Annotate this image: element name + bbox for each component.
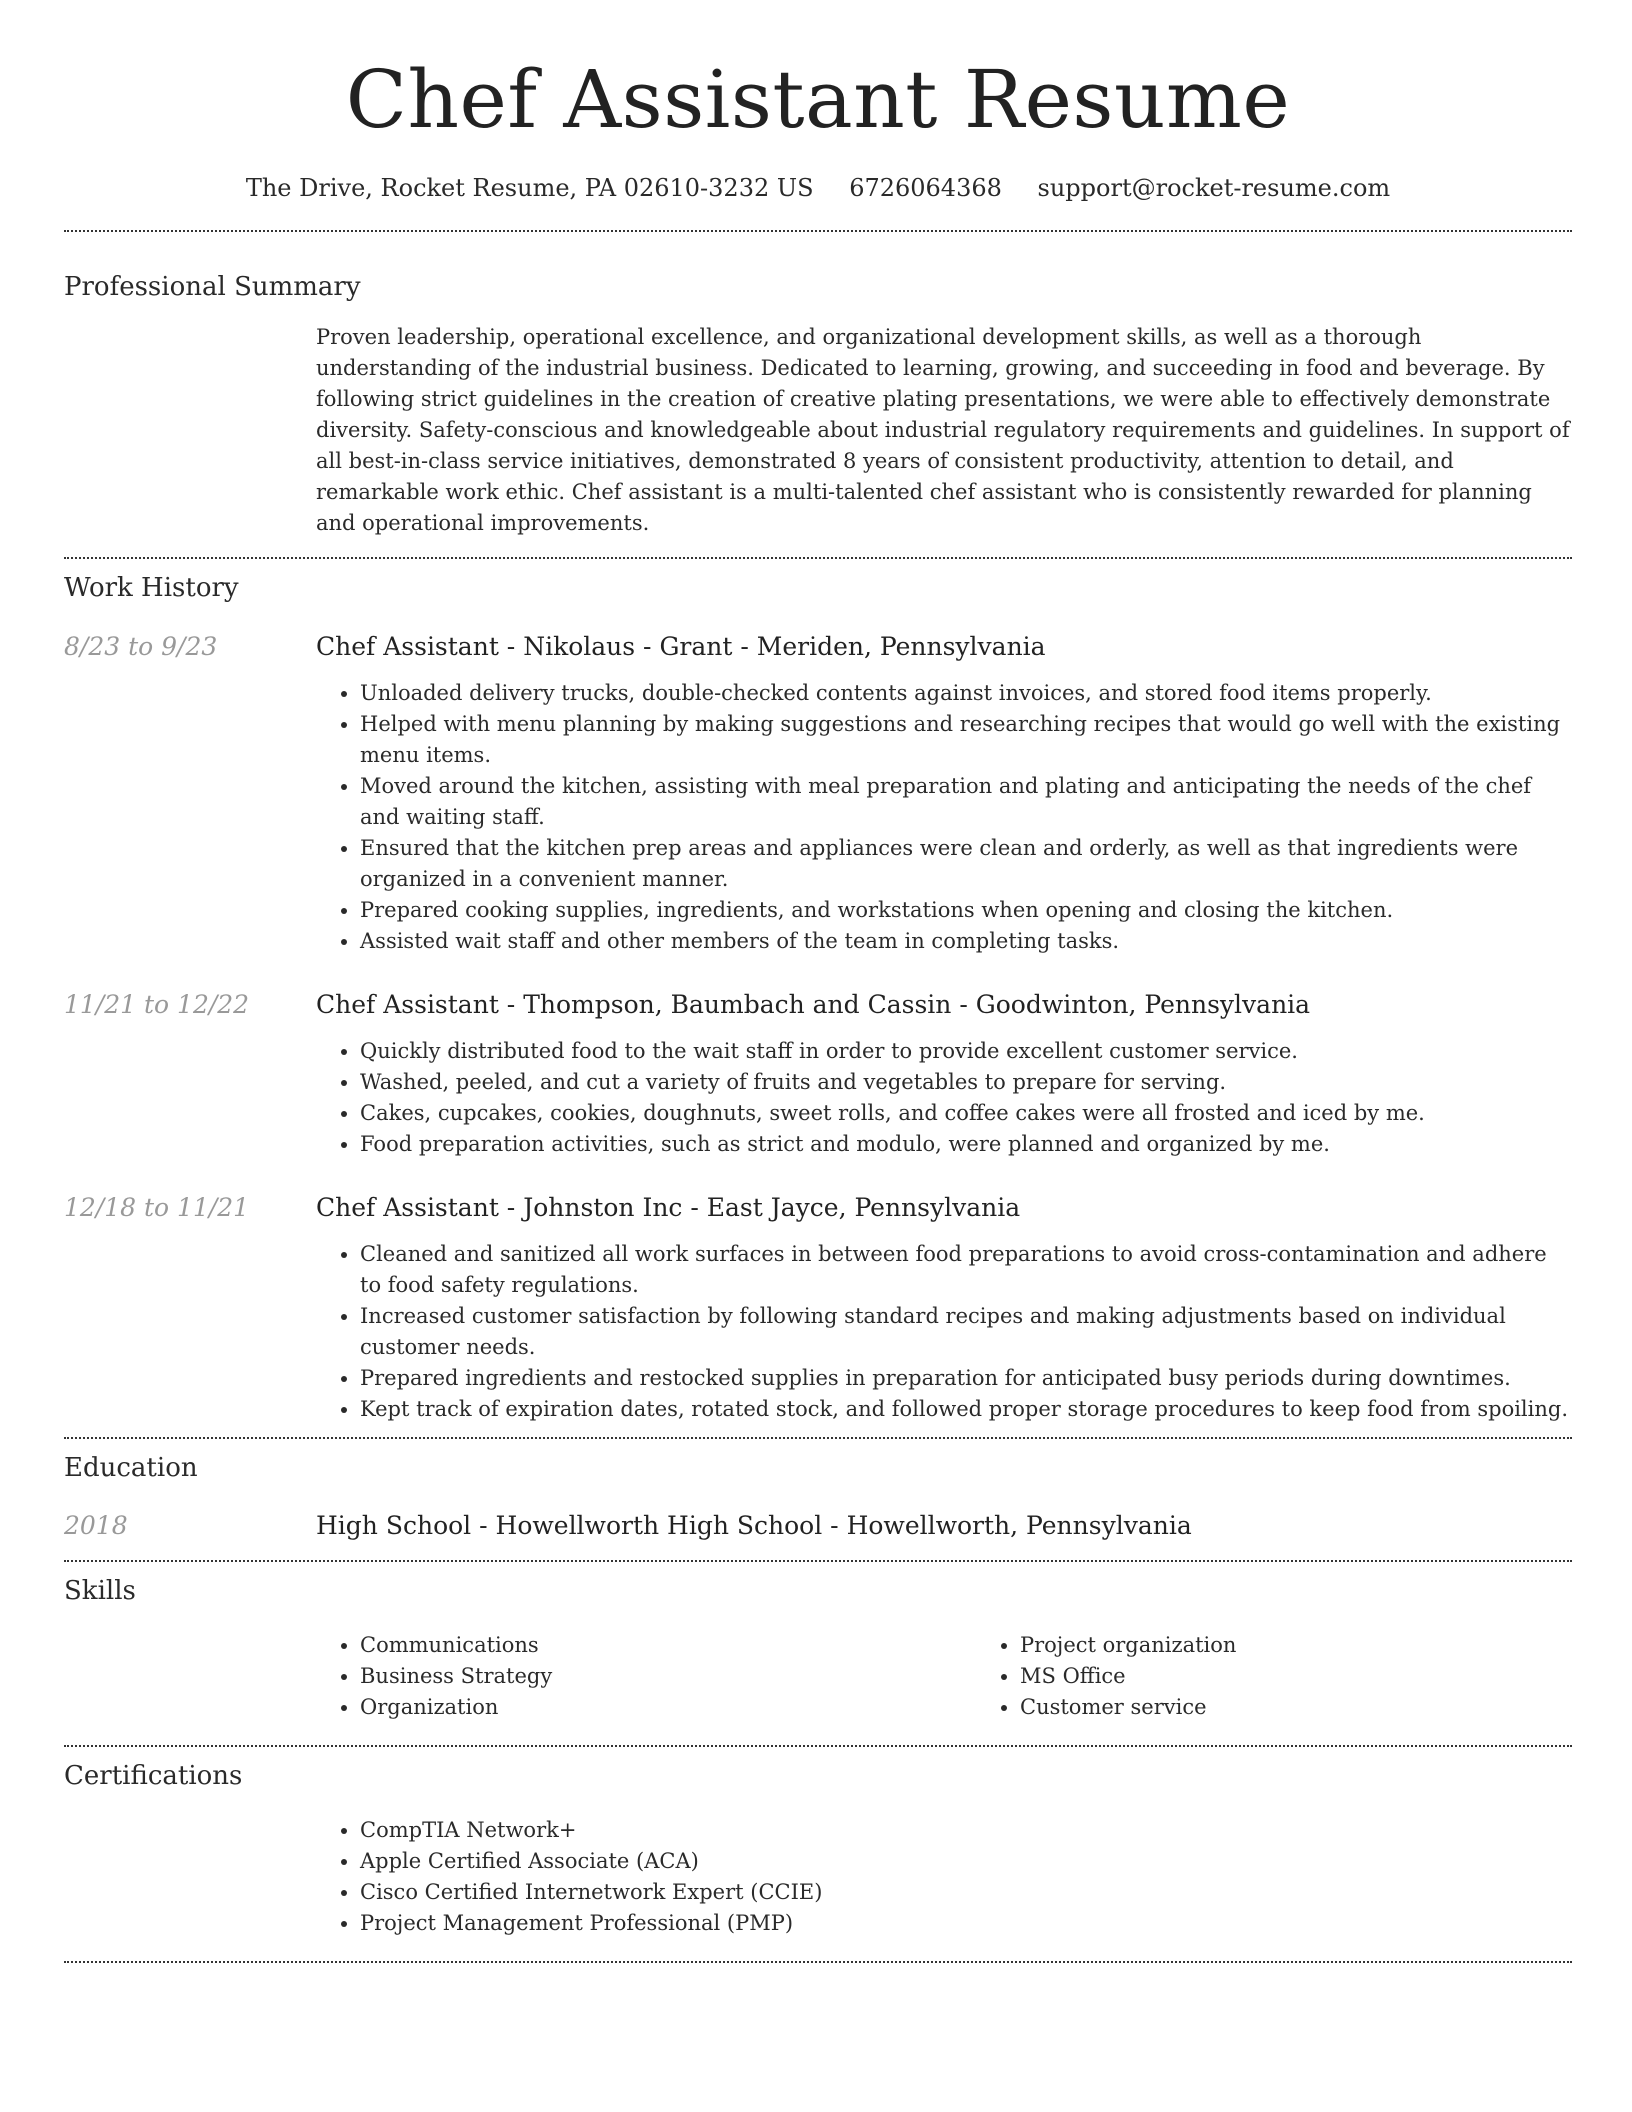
work-history-section xyxy=(64,571,1572,1425)
divider xyxy=(64,557,1572,559)
job-dates: 12/18 to 11/21 xyxy=(64,1193,250,1222)
list-item: • CompTIA Network+ xyxy=(360,1815,1572,1846)
job-dates: 8/23 to 9/23 xyxy=(64,632,218,661)
list-item: • Prepared ingredients and restocked supplies in preparation for anticipated busy periods during downtimes. xyxy=(360,1363,1572,1394)
list-item: • Project organization xyxy=(1020,1630,1632,1661)
list-item: • Moved around the kitchen, assisting with meal preparation and plating and anticipating the needs of the chef and waiting staff. xyxy=(360,771,1572,833)
skills-section xyxy=(64,1574,1572,1723)
resume-title: Chef Assistant Resume xyxy=(345,53,1291,146)
contact-address: The Drive, Rocket Resume, PA 02610-3232 US xyxy=(245,174,814,202)
job-title: Chef Assistant - Thompson, Baumbach and Cassin - Goodwinton, Pennsylvania xyxy=(316,990,1311,1019)
list-item: • Kept track of expiration dates, rotated stock, and followed proper storage procedures to keep food from spoiling. xyxy=(360,1394,1572,1425)
skills-list xyxy=(316,1630,976,1723)
list-item: • Organization xyxy=(360,1692,976,1723)
list-item: • Unloaded delivery trucks, double-checked contents against invoices, and stored food items properly. xyxy=(360,678,1572,709)
job-duties xyxy=(316,1239,1572,1425)
job-entry xyxy=(64,1191,1572,1425)
summary-text: Proven leadership, operational excellence, and organizational development skills, as well as a thorough understanding of the industrial business. Dedicated to learning, growing, and succeeding in food and beverage. By following strict guidelines in the creation of creative plating presentations, we were able to effectively demonstrate diversity. Safety-conscious and knowledgeable about industrial regulatory requirements and guidelines. In support of all best-in-class service initiatives, demonstrated 8 years of consistent productivity, attention to detail, and remarkable work ethic. Chef assistant is a multi-talented chef assistant who is consistently rewarded for planning and operational improvements. xyxy=(316,325,1570,535)
education-title: High School - Howellworth High School - Howellworth, Pennsylvania xyxy=(316,1511,1192,1540)
list-item: • Cisco Certified Internetwork Expert (CCIE) xyxy=(360,1877,1572,1908)
summary-heading: Professional Summary xyxy=(64,272,361,302)
education-entry xyxy=(64,1509,1572,1543)
divider xyxy=(64,230,1572,232)
list-item: • Prepared cooking supplies, ingredients, and workstations when opening and closing the kitchen. xyxy=(360,895,1572,926)
list-item: • Cleaned and sanitized all work surfaces in between food preparations to avoid cross-contamination and adhere to food safety regulations. xyxy=(360,1239,1572,1301)
skills-heading: Skills xyxy=(64,1576,136,1606)
job-duties xyxy=(316,678,1572,957)
list-item: • Business Strategy xyxy=(360,1661,976,1692)
contact-email: support@rocket-resume.com xyxy=(1037,174,1391,202)
job-entry xyxy=(64,988,1572,1160)
contact-line xyxy=(64,172,1572,204)
list-item: • Washed, peeled, and cut a variety of fruits and vegetables to prepare for serving. xyxy=(360,1067,1572,1098)
list-item: • MS Office xyxy=(1020,1661,1632,1692)
list-item: • Apple Certified Associate (ACA) xyxy=(360,1846,1572,1877)
certifications-heading: Certifications xyxy=(64,1761,243,1791)
divider xyxy=(64,1961,1572,1963)
list-item: • Customer service xyxy=(1020,1692,1632,1723)
certifications-list xyxy=(316,1815,1572,1939)
job-title: Chef Assistant - Johnston Inc - East Jayce, Pennsylvania xyxy=(316,1193,1021,1222)
list-item: • Helped with menu planning by making suggestions and researching recipes that would go well with the existing menu items. xyxy=(360,709,1572,771)
divider xyxy=(64,1437,1572,1439)
list-item: • Food preparation activities, such as strict and modulo, were planned and organized by me. xyxy=(360,1129,1572,1160)
skills-list xyxy=(976,1630,1632,1723)
certifications-row xyxy=(64,1815,1572,1939)
job-dates: 11/21 to 12/22 xyxy=(64,990,250,1019)
education-section xyxy=(64,1451,1572,1543)
contact-phone: 6726064368 xyxy=(849,174,1002,202)
divider xyxy=(64,1745,1572,1747)
education-date: 2018 xyxy=(64,1511,128,1540)
list-item: • Cakes, cupcakes, cookies, doughnuts, sweet rolls, and coffee cakes were all frosted and iced by me. xyxy=(360,1098,1572,1129)
summary-section xyxy=(64,270,1572,539)
list-item: • Increased customer satisfaction by following standard recipes and making adjustments based on individual customer needs. xyxy=(360,1301,1572,1363)
certifications-section xyxy=(64,1759,1572,1939)
list-item: • Project Management Professional (PMP) xyxy=(360,1908,1572,1939)
job-title: Chef Assistant - Nikolaus - Grant - Meriden, Pennsylvania xyxy=(316,632,1046,661)
skills-row xyxy=(64,1630,1572,1723)
education-heading: Education xyxy=(64,1453,198,1483)
job-duties xyxy=(316,1036,1572,1160)
list-item: • Quickly distributed food to the wait staff in order to provide excellent customer service. xyxy=(360,1036,1572,1067)
list-item: • Ensured that the kitchen prep areas and appliances were clean and orderly, as well as that ingredients were organized in a convenient manner. xyxy=(360,833,1572,895)
summary-row xyxy=(64,322,1572,539)
job-entry xyxy=(64,630,1572,957)
resume-page xyxy=(64,0,1572,1963)
divider xyxy=(64,1560,1572,1562)
work-history-heading: Work History xyxy=(64,573,239,603)
list-item: • Communications xyxy=(360,1630,976,1661)
list-item: • Assisted wait staff and other members of the team in completing tasks. xyxy=(360,926,1572,957)
